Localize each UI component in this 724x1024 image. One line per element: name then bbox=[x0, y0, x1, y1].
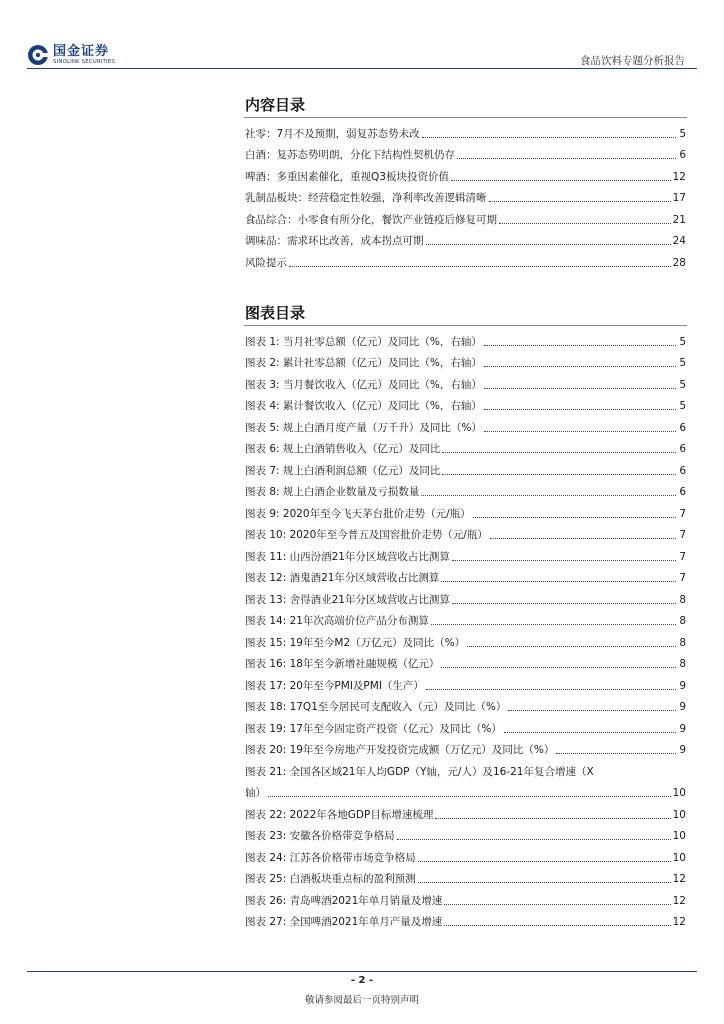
toc-entry-label: 图表 1: 当月社零总额（亿元）及同比（%，右轴） bbox=[245, 335, 482, 348]
figures-title: 图表目录 bbox=[245, 304, 306, 322]
toc-entry-label: 图表 26: 青岛啤酒2021年单月销量及增速 bbox=[245, 894, 443, 907]
dot-leader bbox=[452, 603, 676, 604]
dot-leader bbox=[442, 452, 676, 453]
company-logo bbox=[27, 41, 115, 69]
contents-entry[interactable] bbox=[245, 162, 686, 184]
toc-entry-label: 图表 6: 规上白酒销售收入（亿元）及同比 bbox=[245, 443, 441, 455]
dot-leader bbox=[431, 624, 676, 625]
toc-entry-label: 图表 24: 江苏各价格带市场竞争格局 bbox=[245, 851, 416, 864]
toc-entry-label: 图表 14: 21年次高端价位产品分布测算 bbox=[245, 615, 429, 627]
toc-entry-label: 图表 16: 18年至今新增社融规模（亿元） bbox=[245, 658, 440, 670]
contents-entry[interactable] bbox=[245, 248, 686, 270]
dot-leader bbox=[451, 180, 671, 181]
dot-leader bbox=[442, 474, 676, 475]
toc-entry-page: 8 bbox=[679, 658, 686, 670]
figure-entry[interactable] bbox=[245, 843, 686, 865]
figure-entry[interactable] bbox=[245, 650, 686, 672]
toc-entry-page: 21 bbox=[672, 213, 686, 226]
figure-entry[interactable] bbox=[245, 628, 686, 650]
toc-entry-label: 图表 17: 20年至今PMI及PMI（生产） bbox=[245, 679, 424, 692]
toc-entry-label: 图表 13: 舍得酒业21年分区域营收占比测算 bbox=[245, 593, 450, 606]
toc-entry-label: 图表 8: 规上白酒企业数量及亏损数量 bbox=[245, 486, 420, 498]
dot-leader bbox=[418, 882, 671, 883]
figure-entry[interactable] bbox=[245, 671, 686, 693]
figure-entry[interactable] bbox=[245, 800, 686, 822]
toc-entry-page: 24 bbox=[672, 235, 686, 247]
figure-entry[interactable] bbox=[245, 607, 686, 629]
toc-entry-page: 17 bbox=[672, 192, 686, 204]
dot-leader bbox=[444, 925, 670, 926]
toc-entry-page: 10 bbox=[672, 851, 686, 864]
toc-entry-page: 12 bbox=[672, 170, 686, 183]
dot-leader bbox=[441, 581, 676, 582]
logo-chinese-name: 国金证券 bbox=[53, 43, 110, 59]
dot-leader bbox=[473, 517, 676, 518]
toc-entry-label: 乳制品板块：经营稳定性较强，净利率改善逻辑清晰 bbox=[245, 192, 487, 204]
dot-leader bbox=[418, 861, 671, 862]
toc-entry-page: 9 bbox=[679, 744, 686, 756]
toc-entry-page: 6 bbox=[679, 149, 686, 161]
toc-entry-page: 8 bbox=[679, 593, 686, 606]
toc-entry-page: 12 bbox=[672, 894, 686, 907]
contents-entry[interactable] bbox=[245, 141, 686, 163]
toc-entry-label: 图表 11: 山西汾酒21年分区域营收占比测算 bbox=[245, 550, 450, 563]
contents-title: 内容目录 bbox=[245, 96, 306, 114]
toc-entry-page: 9 bbox=[679, 679, 686, 692]
dot-leader bbox=[484, 366, 676, 367]
toc-entry-page: 10 bbox=[672, 808, 686, 821]
toc-entry-label: 图表 7: 规上白酒利润总额（亿元）及同比 bbox=[245, 464, 441, 477]
toc-entry-page: 7 bbox=[679, 529, 686, 541]
figure-entry[interactable] bbox=[245, 499, 686, 521]
dot-leader bbox=[504, 732, 676, 733]
contents-entry[interactable] bbox=[245, 119, 686, 141]
toc-entry-label: 图表 18: 17Q1至今居民可支配收入（元）及同比（%） bbox=[245, 701, 507, 713]
dot-leader bbox=[467, 646, 676, 647]
dot-leader bbox=[426, 689, 676, 690]
toc-entry-label: 图表 12: 酒鬼酒21年分区域营收占比测算 bbox=[245, 572, 440, 584]
contents-divider bbox=[244, 117, 687, 118]
dot-leader bbox=[397, 839, 671, 840]
toc-entry-label: 图表 15: 19年至今M2（万亿元）及同比（%） bbox=[245, 636, 466, 649]
figure-entry[interactable] bbox=[245, 435, 686, 457]
figure-entry[interactable] bbox=[245, 564, 686, 586]
dot-leader bbox=[457, 158, 676, 159]
toc-entry-label: 图表 22: 2022年各地GDP目标增速梳理 bbox=[245, 808, 434, 821]
figure-entry[interactable] bbox=[245, 349, 686, 371]
toc-entry-label: 图表 25: 白酒板块重点标的盈利预测 bbox=[245, 873, 416, 885]
page-number: - 2 - bbox=[350, 975, 374, 986]
toc-entry-page: 5 bbox=[679, 357, 686, 369]
figure-entry[interactable] bbox=[245, 370, 686, 392]
figure-entry[interactable] bbox=[245, 714, 686, 736]
footer-divider bbox=[27, 971, 697, 972]
toc-entry-label: 图表 20: 19年至今房地产开发投资完成额（万亿元）及同比（%） bbox=[245, 744, 555, 756]
logo-english-name: SINOLINK SECURITIES bbox=[53, 58, 115, 65]
disclaimer: 敬请参阅最后一页特别声明 bbox=[304, 995, 419, 1006]
toc-entry-page: 6 bbox=[679, 486, 686, 498]
toc-entry-label: 社零：7月不及预期，弱复苏态势未改 bbox=[245, 127, 420, 140]
dot-leader bbox=[484, 409, 676, 410]
toc-entry-label: 调味品：需求环比改善，成本拐点可期 bbox=[245, 235, 424, 247]
figure-entry[interactable] bbox=[245, 757, 686, 779]
toc-entry-page: 10 bbox=[672, 787, 686, 799]
dot-leader bbox=[484, 345, 676, 346]
toc-entry-label: 图表 23: 安徽各价格带竞争格局 bbox=[245, 830, 395, 842]
figure-entry[interactable] bbox=[245, 886, 686, 908]
figure-entry[interactable] bbox=[245, 822, 686, 844]
figure-entry[interactable] bbox=[245, 521, 686, 543]
toc-entry-label: 图表 5: 规上白酒月度产量（万千升）及同比（%） bbox=[245, 421, 482, 434]
toc-entry-page: 6 bbox=[679, 464, 686, 477]
toc-entry-label: 图表 19: 17年至今固定资产投资（亿元）及同比（%） bbox=[245, 722, 502, 735]
dot-leader bbox=[489, 201, 671, 202]
figure-entry[interactable] bbox=[245, 478, 686, 500]
toc-entry-label: 图表 10: 2020年至今普五及国窖批价走势（元/瓶） bbox=[245, 529, 488, 541]
toc-entry-page: 5 bbox=[679, 127, 686, 140]
dot-leader bbox=[556, 753, 676, 754]
figure-entry[interactable] bbox=[245, 693, 686, 715]
toc-entry-label: 图表 21: 全国各区域21年人均GDP（Y轴，元/人）及16-21年复合增速（X bbox=[245, 765, 594, 778]
dot-leader bbox=[508, 710, 676, 711]
dot-leader bbox=[490, 538, 676, 539]
toc-entry-page: 6 bbox=[679, 443, 686, 455]
toc-entry-page: 7 bbox=[679, 550, 686, 563]
toc-entry-page: 12 bbox=[672, 873, 686, 885]
dot-leader bbox=[484, 431, 676, 432]
toc-entry-label: 图表 3: 当月餐饮收入（亿元）及同比（%，右轴） bbox=[245, 378, 482, 391]
figure-entry[interactable] bbox=[245, 908, 686, 930]
toc-entry-label: 图表 27: 全国啤酒2021年单月产量及增速 bbox=[245, 916, 443, 928]
figure-entry-continuation[interactable] bbox=[245, 779, 686, 801]
toc-entry-page: 28 bbox=[672, 256, 686, 269]
figure-entry[interactable] bbox=[245, 392, 686, 414]
toc-entry-page: 12 bbox=[672, 916, 686, 928]
toc-entry-page: 8 bbox=[679, 636, 686, 649]
figure-entry[interactable] bbox=[245, 456, 686, 478]
dot-leader bbox=[441, 667, 676, 668]
toc-entry-page: 7 bbox=[679, 507, 686, 520]
contents-entry[interactable] bbox=[245, 227, 686, 249]
toc-entry-page: 5 bbox=[679, 400, 686, 412]
toc-entry-label: 食品综合：小零食有所分化，餐饮产业链疫后修复可期 bbox=[245, 213, 497, 226]
report-type: 食品饮料专题分析报告 bbox=[580, 55, 685, 67]
dot-leader bbox=[484, 388, 676, 389]
figures-list bbox=[245, 327, 686, 929]
dot-leader bbox=[444, 904, 670, 905]
dot-leader bbox=[422, 137, 676, 138]
toc-entry-page: 7 bbox=[679, 572, 686, 584]
sinolink-logo-icon bbox=[27, 44, 49, 66]
toc-entry-page: 5 bbox=[679, 335, 686, 348]
contents-list bbox=[245, 119, 686, 270]
toc-entry-page: 8 bbox=[679, 615, 686, 627]
toc-entry-label: 图表 2: 累计社零总额（亿元）及同比（%，右轴） bbox=[245, 357, 482, 369]
dot-leader bbox=[435, 818, 670, 819]
figure-entry[interactable] bbox=[245, 542, 686, 564]
toc-entry-label: 图表 4: 累计餐饮收入（亿元）及同比（%，右轴） bbox=[245, 400, 482, 412]
dot-leader bbox=[268, 796, 671, 797]
toc-entry-label: 白酒：复苏态势明朗，分化下结构性契机仍存 bbox=[245, 149, 455, 161]
figures-divider bbox=[244, 325, 687, 326]
toc-entry-label: 风险提示 bbox=[245, 256, 287, 269]
figure-entry[interactable] bbox=[245, 585, 686, 607]
toc-entry-page: 10 bbox=[672, 830, 686, 842]
header-divider bbox=[27, 68, 697, 69]
toc-entry-page: 9 bbox=[679, 701, 686, 713]
dot-leader bbox=[421, 495, 676, 496]
toc-entry-page: 9 bbox=[679, 722, 686, 735]
contents-entry[interactable] bbox=[245, 184, 686, 206]
figure-entry[interactable] bbox=[245, 865, 686, 887]
toc-entry-label: 图表 9: 2020年至今飞天茅台批价走势（元/瓶） bbox=[245, 507, 471, 520]
figure-entry[interactable] bbox=[245, 736, 686, 758]
toc-entry-label: 轴） bbox=[245, 787, 266, 799]
toc-entry-label: 啤酒：多重因素催化，重视Q3板块投资价值 bbox=[245, 170, 449, 183]
dot-leader bbox=[452, 560, 676, 561]
dot-leader bbox=[426, 244, 671, 245]
dot-leader bbox=[289, 266, 671, 267]
toc-entry-page: 6 bbox=[679, 421, 686, 434]
figure-entry[interactable] bbox=[245, 327, 686, 349]
contents-entry[interactable] bbox=[245, 205, 686, 227]
figure-entry[interactable] bbox=[245, 413, 686, 435]
dot-leader bbox=[499, 223, 671, 224]
toc-entry-page: 5 bbox=[679, 378, 686, 391]
